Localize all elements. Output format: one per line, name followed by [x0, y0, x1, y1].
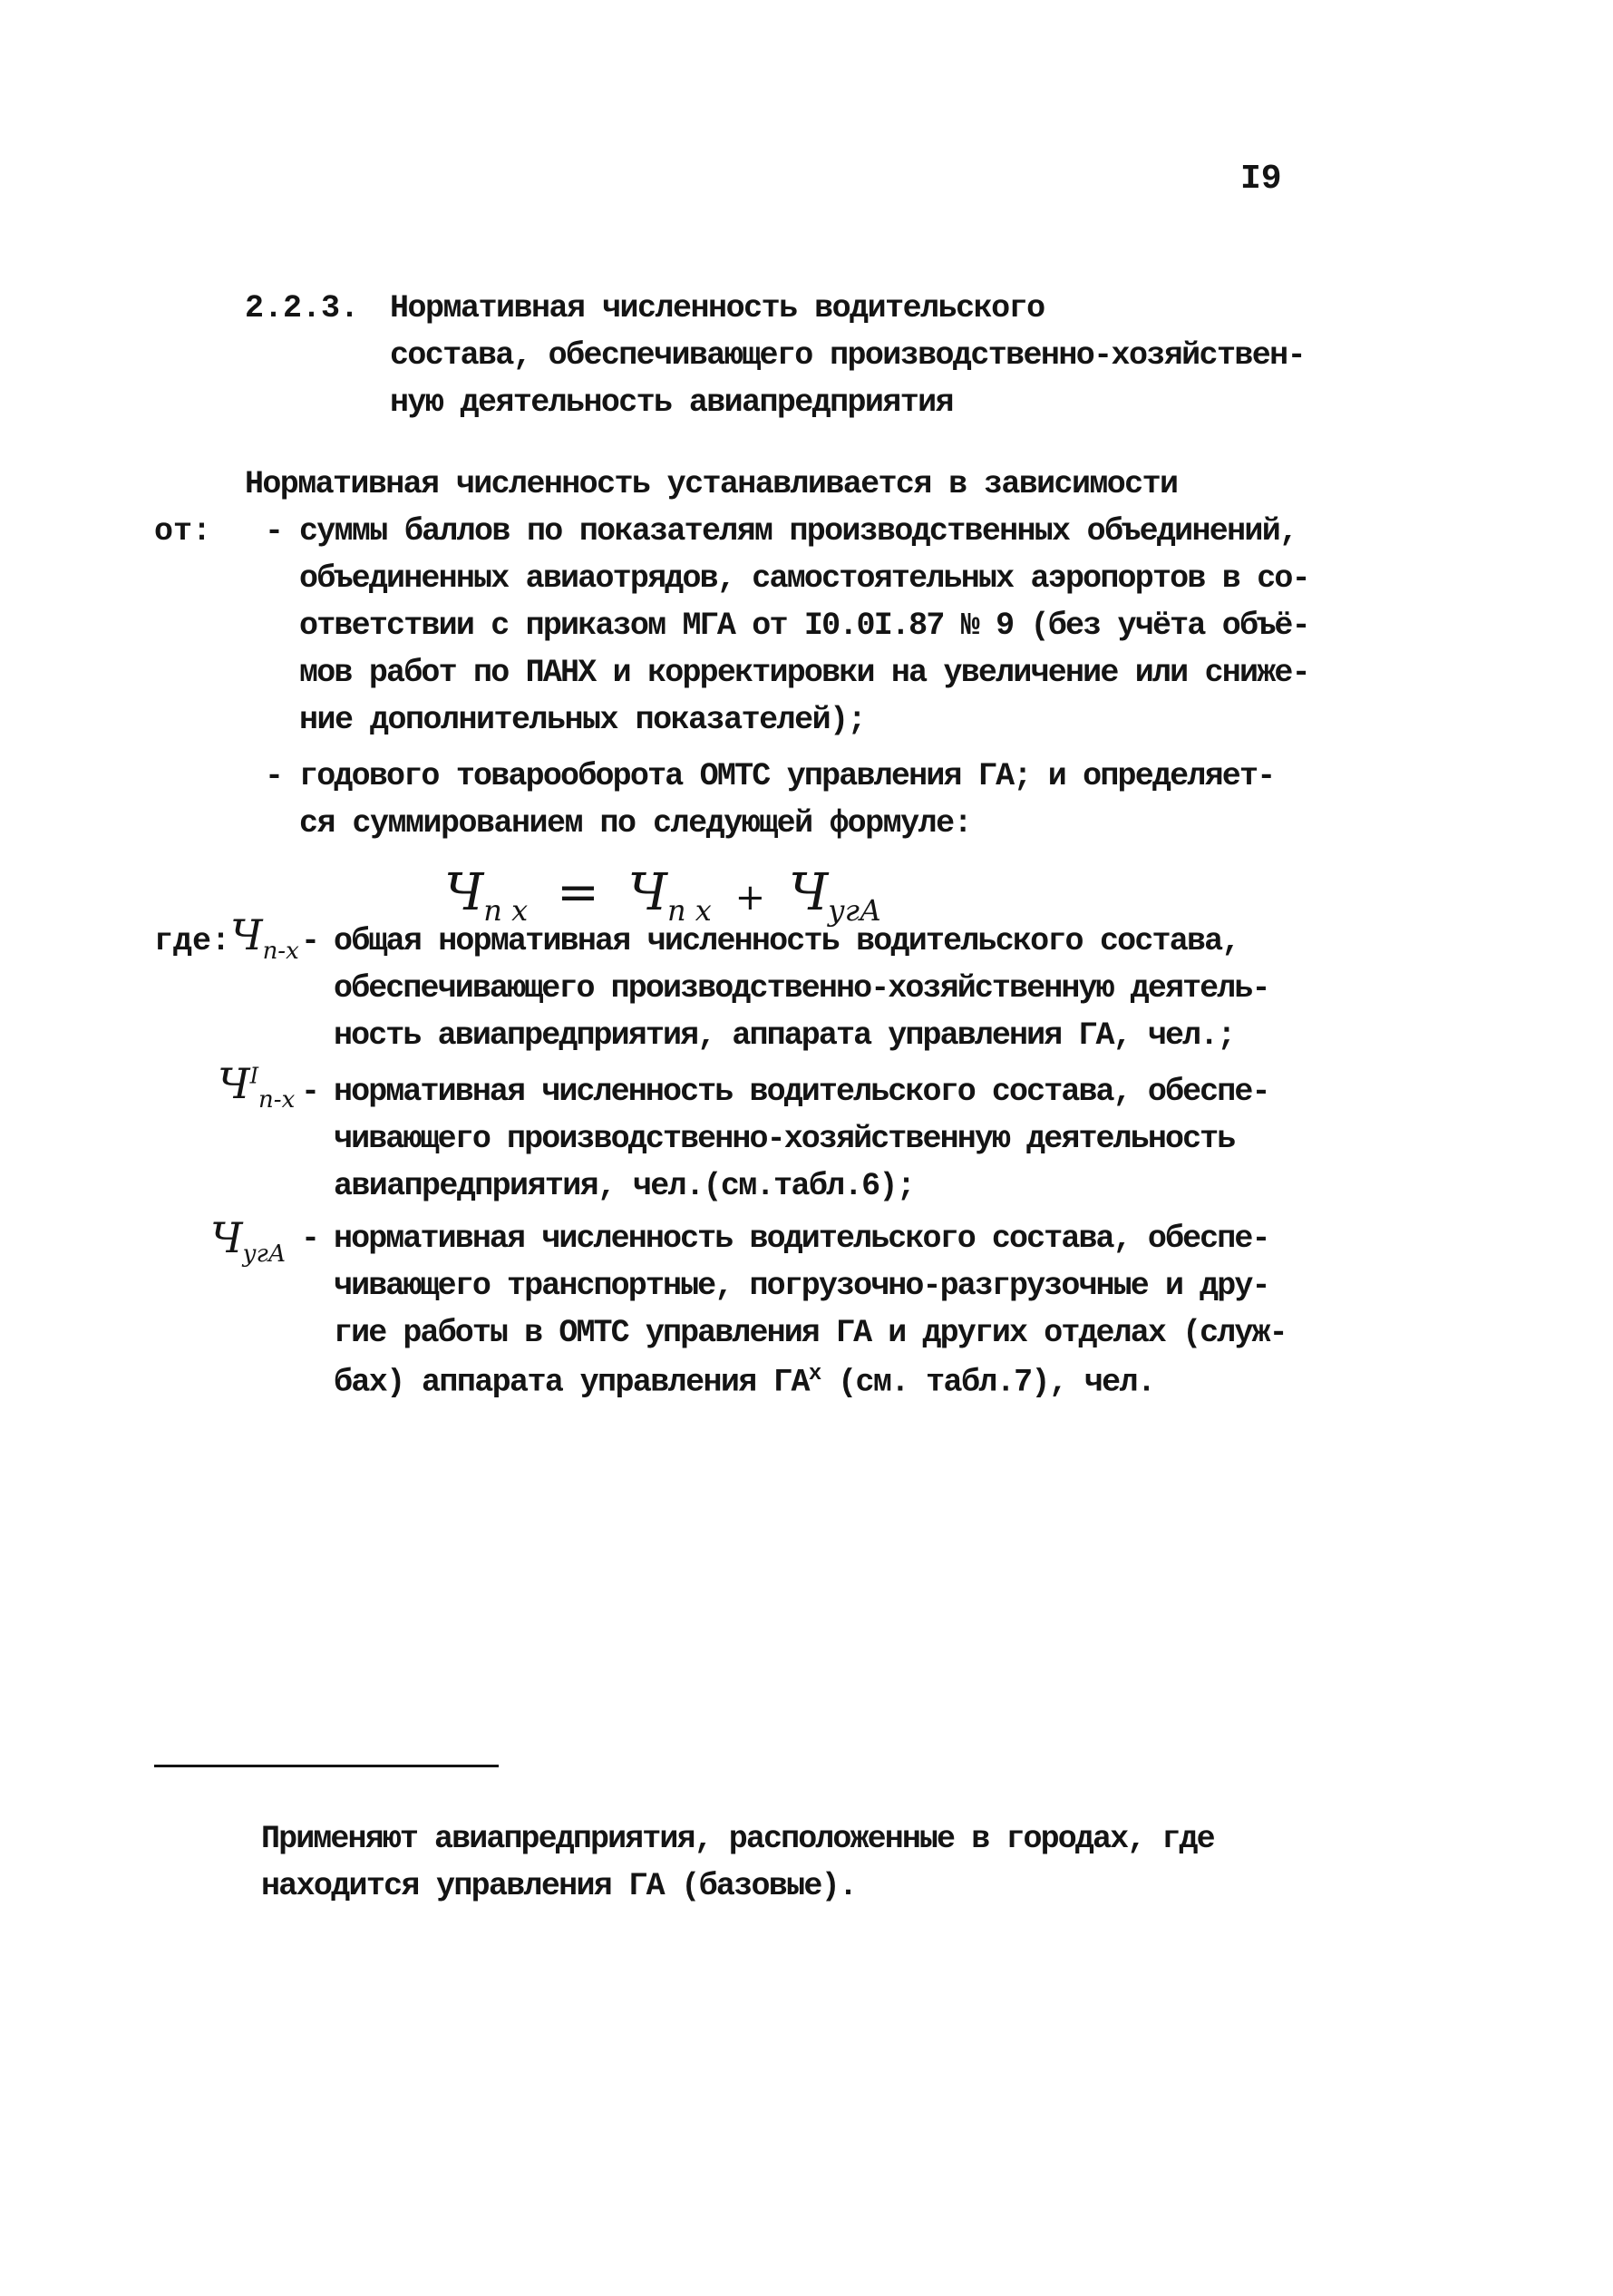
definition-symbol-sup: I: [249, 1063, 259, 1089]
definition-line: нормативная численность водительского состава, обеспе-: [334, 1074, 1269, 1110]
page-number: I9: [1240, 160, 1282, 199]
definition-line: обеспечивающего производственно-хозяйственную деятель-: [334, 970, 1269, 1007]
formula-lhs-sub: п х: [483, 893, 529, 929]
definition-line: [334, 1362, 1154, 1401]
definition-symbol-letter: Ч: [218, 1059, 250, 1108]
definition-dash: -: [301, 1074, 321, 1110]
definition-line: чивающего транспортные, погрузочно-разгрузочные и дру-: [334, 1268, 1269, 1304]
bullet-line: объединенных авиаотрядов, самостоятельных аэропортов в со-: [299, 560, 1309, 597]
definition-line-part: бах) аппарата управления ГА: [334, 1364, 809, 1401]
definition-symbol-sub: угА: [242, 1240, 287, 1269]
definition-line: авиапредприятия, чел.(см.табл.6);: [334, 1168, 915, 1204]
definition-symbol-sub: п-х: [262, 938, 299, 966]
footnote-line: Применяют авиапредприятия, расположенные в городах, где: [261, 1821, 1214, 1857]
definition-line: нормативная численность водительского состава, обеспе-: [334, 1221, 1269, 1257]
formula-term2-sub: угА: [828, 893, 882, 929]
bullet-line: ответствии с приказом МГА от I0.0I.87 № 9 (без учёта объё-: [299, 608, 1309, 644]
definition-symbol: [230, 910, 299, 965]
section-title-line: состава, обеспечивающего производственно-хозяйствен-: [390, 337, 1305, 374]
bullet-line: суммы баллов по показателям производственных объединений,: [299, 513, 1297, 550]
formula-equals: =: [556, 863, 599, 922]
definition-line: ность авиапредприятия, аппарата управления ГА, чел.;: [334, 1017, 1235, 1054]
formula-lhs: Ч: [444, 863, 484, 922]
definition-symbol-sub: п-х: [258, 1086, 296, 1114]
definition-line-part: (см. табл.7), чел.: [820, 1364, 1155, 1401]
definition-line: общая нормативная численность водительского состава,: [334, 923, 1239, 959]
footnote-rule: [154, 1765, 499, 1767]
intro-line: от:: [154, 513, 212, 550]
footnote-marker: х: [808, 1362, 821, 1386]
formula-term2: Ч: [788, 863, 829, 922]
formula-term1: Ч: [627, 863, 667, 922]
definition-symbol-letter: Ч: [210, 1213, 243, 1262]
bullet-line: годового товарооборота ОМТС управления ГА; и определяет-: [299, 758, 1275, 794]
formula-plus: +: [734, 877, 766, 919]
bullet-line: мов работ по ПАНХ и корректировки на увеличение или сниже-: [299, 655, 1309, 691]
footnote-line: находится управления ГА (базовые).: [261, 1868, 857, 1904]
section-title-line: Нормативная численность водительского: [390, 290, 1045, 326]
intro-line: Нормативная численность устанавливается в зависимости: [245, 466, 1178, 502]
bullet-line: ся суммированием по следующей формуле:: [299, 805, 972, 842]
section-number: 2.2.3.: [245, 290, 360, 326]
section-title-line: ную деятельность авиапредприятия: [390, 384, 953, 421]
bullet-dash: -: [265, 758, 285, 794]
bullet-dash: -: [265, 513, 285, 550]
definition-dash: -: [301, 1221, 321, 1257]
definition-line: гие работы в ОМТС управления ГА и других отделах (служ-: [334, 1315, 1287, 1351]
formula: [444, 863, 881, 928]
definition-symbol: [218, 1059, 295, 1114]
definition-symbol: [210, 1213, 286, 1268]
formula-term1-sub: п х: [666, 893, 712, 929]
definition-prefix: где:: [154, 923, 231, 959]
bullet-line: ние дополнительных показателей);: [299, 702, 866, 738]
definition-symbol-letter: Ч: [230, 910, 263, 959]
definition-dash: -: [301, 923, 321, 959]
definition-line: чивающего производственно-хозяйственную деятельность: [334, 1121, 1235, 1157]
